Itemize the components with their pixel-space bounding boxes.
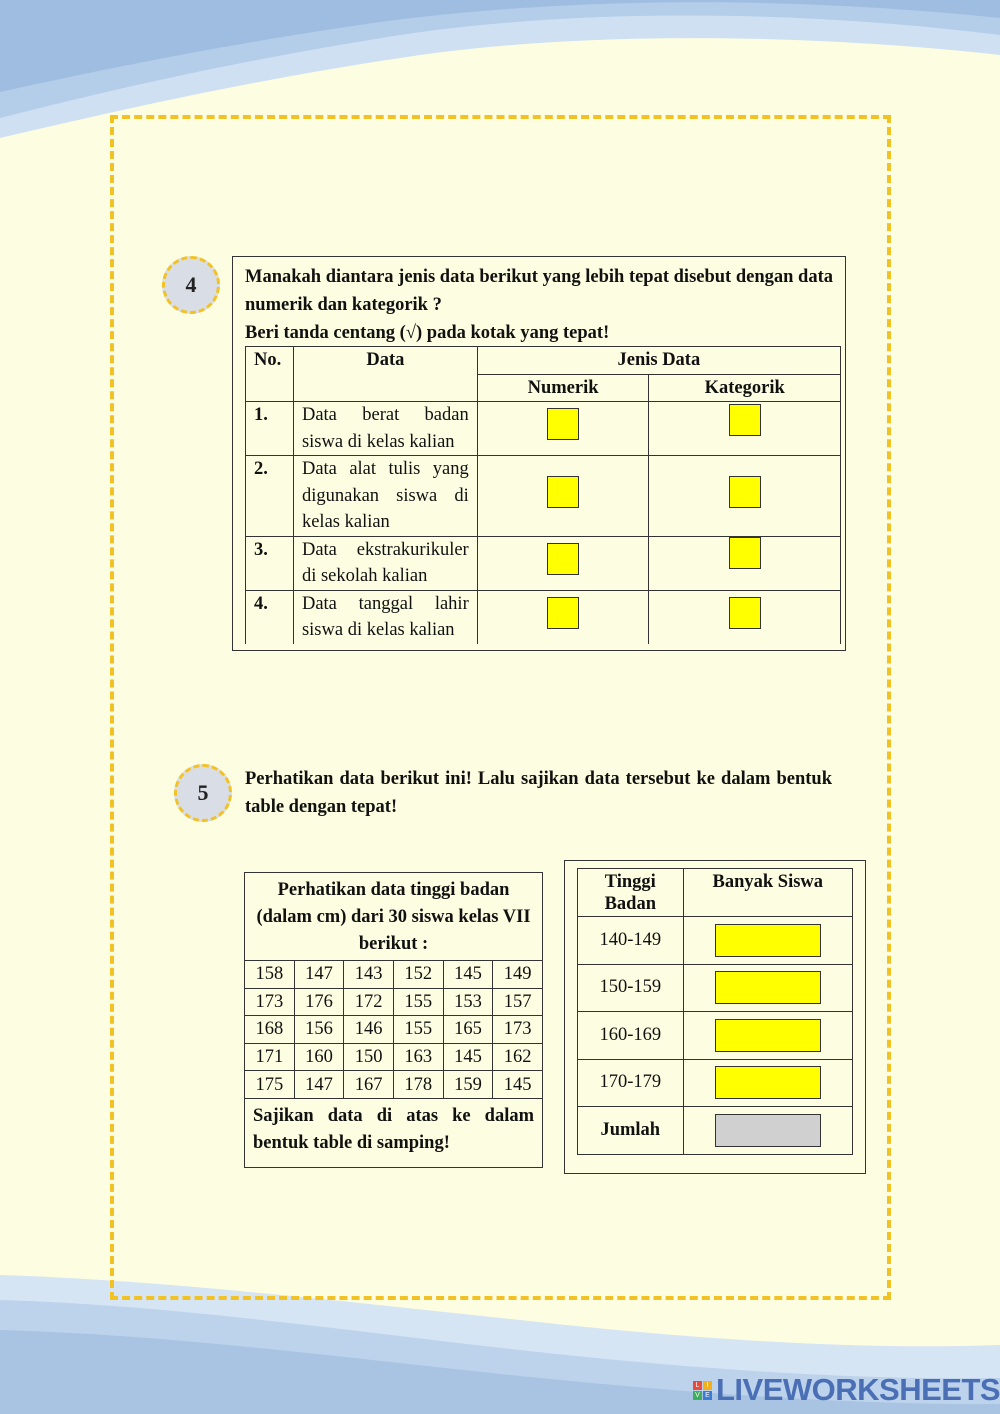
data-cell: 165 [443,1016,493,1044]
data-cell: 155 [393,988,443,1016]
table-row [246,590,841,644]
col-header-numerik: Numerik [477,374,649,402]
row-number: 1. [246,402,294,456]
data-cell: 150 [344,1043,394,1071]
liveworksheets-wordmark: LIVEWORKSHEETS [716,1372,1000,1407]
row-number: 4. [246,590,294,644]
kategorik-checkbox[interactable] [729,404,761,436]
data-cell: 171 [245,1043,295,1071]
row-data-text: Data berat badan siswa di kelas kalian [293,402,477,456]
height-data-header: Perhatikan data tinggi badan (dalam cm) dari 30 siswa kelas VII berikut : [245,873,543,961]
data-cell: 146 [344,1016,394,1044]
col-header-no: No. [246,347,294,402]
liveworksheets-logo [693,1372,1000,1408]
height-range-label: 150-159 [578,964,684,1012]
numerik-checkbox[interactable] [547,476,579,508]
data-cell: 156 [294,1016,344,1044]
question-4-text [245,263,835,347]
height-range-label: 170-179 [578,1059,684,1107]
count-input[interactable] [715,924,821,957]
question-5-number-badge: 5 [174,764,232,822]
data-cell: 168 [245,1016,295,1044]
data-cell: 173 [493,1016,543,1044]
height-range-label: 160-169 [578,1012,684,1060]
table-row [578,1059,853,1107]
data-cell: 178 [393,1071,443,1099]
height-range-label: 140-149 [578,917,684,965]
table-row [245,1071,543,1099]
data-cell: 172 [344,988,394,1016]
data-cell: 163 [393,1043,443,1071]
data-cell: 149 [493,961,543,989]
question-4-prompt: Manakah diantara jenis data berikut yang lebih tepat disebut dengan data numerik dan kategorik ? [245,267,833,315]
data-cell: 175 [245,1071,295,1099]
row-data-text: Data alat tulis yang digunakan siswa di kelas kalian [293,456,477,537]
data-cell: 147 [294,961,344,989]
table-row [246,456,841,537]
col-header-kategorik: Kategorik [649,374,841,402]
height-data-instruction: Sajikan data di atas ke dalam bentuk table di samping! [245,1098,543,1167]
col-header-data: Data [293,347,477,402]
row-data-text: Data tanggal lahir siswa di kelas kalian [293,590,477,644]
data-cell: 176 [294,988,344,1016]
data-cell: 159 [443,1071,493,1099]
data-cell: 157 [493,988,543,1016]
numerik-checkbox[interactable] [547,543,579,575]
table-row [578,917,853,965]
table-row [578,1107,853,1155]
data-cell: 167 [344,1071,394,1099]
table-row [245,1016,543,1044]
data-cell: 158 [245,961,295,989]
kategorik-checkbox[interactable] [729,537,761,569]
col-header-jenis-data: Jenis Data [477,347,840,375]
numerik-checkbox[interactable] [547,597,579,629]
col-header-tinggi-badan: Tinggi Badan [578,869,684,917]
total-label: Jumlah [578,1107,684,1155]
table-row [578,964,853,1012]
data-cell: 145 [443,1043,493,1071]
row-number: 3. [246,536,294,590]
question-4-panel [232,256,846,651]
data-cell: 155 [393,1016,443,1044]
col-header-banyak-siswa: Banyak Siswa [683,869,852,917]
data-cell: 153 [443,988,493,1016]
total-input[interactable] [715,1114,821,1147]
data-cell: 147 [294,1071,344,1099]
data-cell: 160 [294,1043,344,1071]
question-4-number-badge: 4 [162,256,220,314]
kategorik-checkbox[interactable] [729,597,761,629]
height-data-table [244,872,543,1168]
table-row [246,402,841,456]
question-5-prompt: Perhatikan data berikut ini! Lalu sajikan data tersebut ke dalam bentuk table dengan tepat! [245,769,832,817]
kategorik-checkbox[interactable] [729,476,761,508]
count-input[interactable] [715,971,821,1004]
numerik-checkbox[interactable] [547,408,579,440]
data-cell: 152 [393,961,443,989]
data-cell: 145 [493,1071,543,1099]
table-row [578,1012,853,1060]
question-4-instruction: Beri tanda centang (√) pada kotak yang tepat! [245,323,610,343]
count-input[interactable] [715,1019,821,1052]
data-cell: 145 [443,961,493,989]
data-cell: 173 [245,988,295,1016]
row-data-text: Data ekstrakurikuler di sekolah kalian [293,536,477,590]
data-cell: 162 [493,1043,543,1071]
data-type-table [245,346,841,644]
data-cell: 143 [344,961,394,989]
table-row [245,1043,543,1071]
table-row [246,536,841,590]
liveworksheets-logo-icon: L I V E [693,1381,712,1400]
count-input[interactable] [715,1066,821,1099]
frequency-table [577,868,853,1155]
row-number: 2. [246,456,294,537]
table-row [245,988,543,1016]
frequency-table-panel [564,860,866,1174]
table-row [245,961,543,989]
